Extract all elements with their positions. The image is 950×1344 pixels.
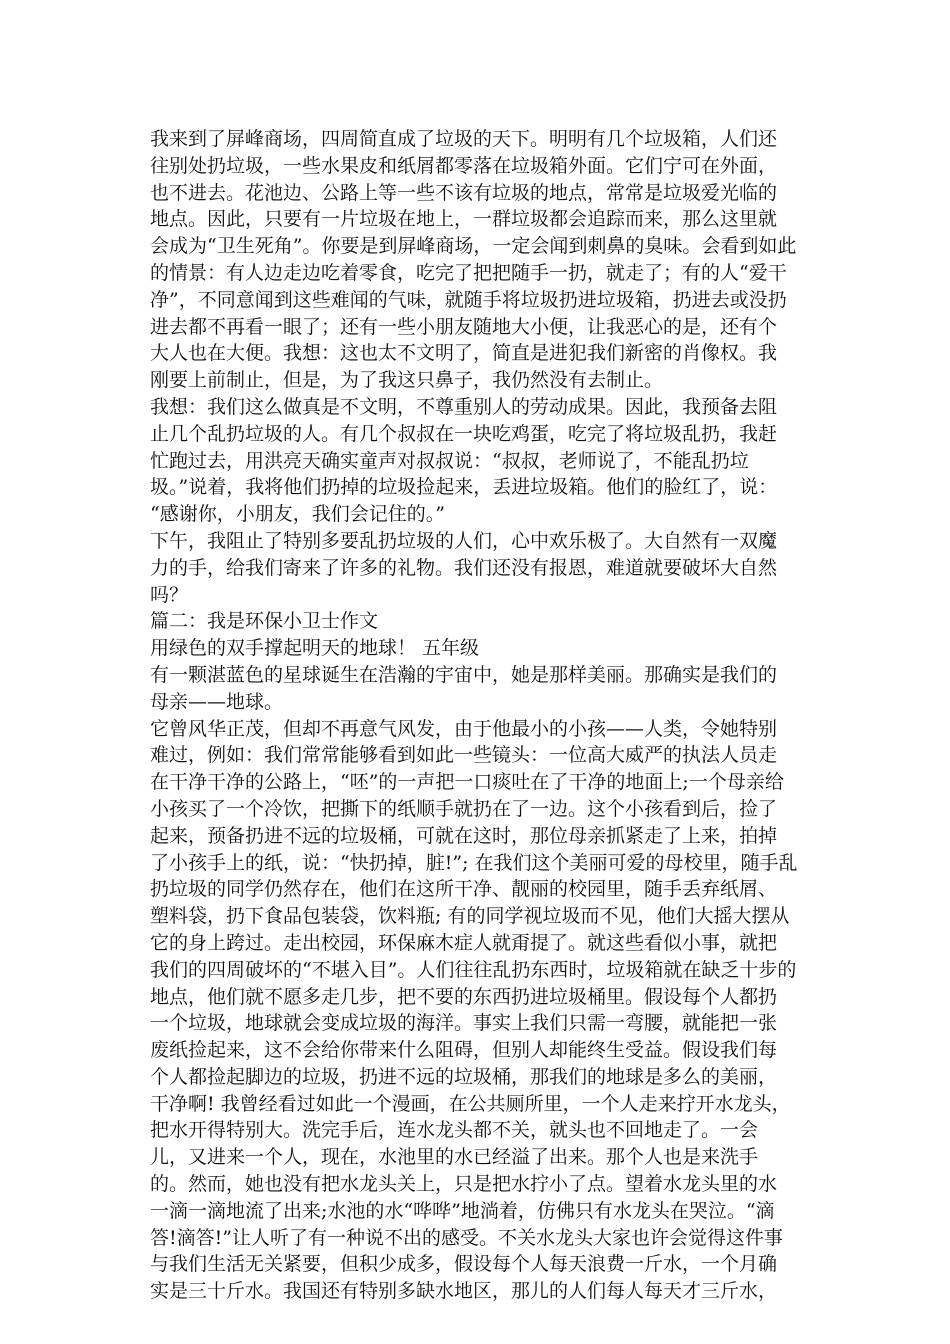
text-line: 干净啊! 我曾经看过如此一个漫画，在公共厕所里，一个人走来拧开水龙头， xyxy=(150,1092,791,1115)
text-line: “感谢你，小朋友，我们会记住的。” xyxy=(150,503,445,526)
essay-title: 用绿色的双手撑起明天的地球！ 五年级 xyxy=(150,637,480,660)
essay-text-block xyxy=(150,126,810,1305)
text-line: 止几个乱扔垃圾的人。有几个叔叔在一块吃鸡蛋，吃完了将垃圾乱扔，我赶 xyxy=(150,422,778,445)
text-line: 我们的四周破坏的“不堪入目”。人们往往乱扔东西时，垃圾箱就在缺乏十步的 xyxy=(150,958,797,981)
text-line: 与我们生活无关紧要，但积少成多，假设每个人每天浪费一斤水，一个月确 xyxy=(150,1253,778,1276)
text-line: 它曾风华正茂，但却不再意气风发，由于他最小的小孩——人类，令她特别 xyxy=(150,717,778,740)
text-line: 的。然而，她也没有把水龙头关上，只是把水拧小了点。望着水龙头里的水 xyxy=(150,1173,778,1196)
text-line: 大人也在大便。我想：这也太不文明了，简直是进犯我们新密的肖像权。我 xyxy=(150,342,778,365)
text-line: 往别处扔垃圾，一些水果皮和纸屑都零落在垃圾箱外面。它们宁可在外面， xyxy=(150,154,778,177)
section-heading: 篇二：我是环保小卫士作文 xyxy=(150,610,379,633)
text-line: 儿，又进来一个人，现在，水池里的水已经溢了出来。那个人也是来洗手 xyxy=(150,1146,759,1169)
text-line: 个人都捡起脚边的垃圾，扔进不远的垃圾桶，那我们的地球是多么的美丽， xyxy=(150,1065,778,1088)
text-line: 地点。因此，只要有一片垃圾在地上，一群垃圾都会追踪而来，那么这里就 xyxy=(150,208,778,231)
text-line: 我来到了屏峰商场，四周简直成了垃圾的天下。明明有几个垃圾箱，人们还 xyxy=(150,128,778,150)
text-line: 一个垃圾，地球就会变成垃圾的海洋。事实上我们只需一弯腰，就能把一张 xyxy=(150,1012,778,1035)
text-line: 的情景：有人边走边吃着零食，吃完了把把随手一扔，就走了；有的人“爱干 xyxy=(150,261,787,284)
text-line: 一滴一滴地流了出来;水池的水“哗哗”地淌着，仿佛只有水龙头在哭泣。“滴 xyxy=(150,1199,775,1222)
text-line: 净”，不同意闻到这些难闻的气味，就随手将垃圾扔进垃圾箱，扔进去或没扔 xyxy=(150,288,787,311)
text-line: 起来，预备扔进不远的垃圾桶，可就在这时，那位母亲抓紧走了上来，拍掉 xyxy=(150,824,778,847)
text-line: 答!滴答!”让人听了有一种说不出的感受。不关水龙头大家也许会觉得这件事 xyxy=(150,1226,783,1249)
text-line: 把水开得特别大。洗完手后，连水龙头都不关，就头也不回地走了。一会 xyxy=(150,1119,759,1142)
text-line: 它的身上跨过。走出校园，环保麻木症人就甭提了。就这些看似小事，就把 xyxy=(150,931,778,954)
text-line: 地点，他们就不愿多走几步，把不要的东西扔进垃圾桶里。假设每个人都扔 xyxy=(150,985,778,1008)
text-line: 废纸捡起来，这不会给你带来什么阻碍，但别人却能终生受益。假设我们每 xyxy=(150,1039,778,1062)
text-line: 忙跑过去，用洪亮天确实童声对叔叔说：“叔叔，老师说了，不能乱扔垃 xyxy=(150,449,749,472)
text-line: 也不进去。花池边、公路上等一些不该有垃圾的地点，常常是垃圾爱光临的 xyxy=(150,181,778,204)
text-line: 刚要上前制止，但是，为了我这只鼻子，我仍然没有去制止。 xyxy=(150,369,664,392)
text-line: 母亲——地球。 xyxy=(150,690,284,713)
text-line: 塑料袋，扔下食品包装袋，饮料瓶; 有的同学视垃圾而不见，他们大摇大摆从 xyxy=(150,905,790,928)
text-line: 在干净干净的公路上，“呸”的一声把一口痰吐在了干净的地面上;一个母亲给 xyxy=(150,771,784,794)
text-line: 我想：我们这么做真是不文明，不尊重别人的劳动成果。因此，我预备去阻 xyxy=(150,395,778,418)
text-line: 有一颗湛蓝色的星球诞生在浩瀚的宇宙中，她是那样美丽。那确实是我们的 xyxy=(150,663,778,686)
text-line: 圾。”说着，我将他们扔掉的垃圾捡起来，丢进垃圾箱。他们的脸红了，说： xyxy=(150,476,778,499)
text-line: 难过，例如：我们常常能够看到如此一些镜头：一位高大威严的执法人员走 xyxy=(150,744,778,767)
text-line: 力的手，给我们寄来了许多的礼物。我们还没有报恩，难道就要破坏大自然 xyxy=(150,556,778,579)
text-line: 下午，我阻止了特别多要乱扔垃圾的人们，心中欢乐极了。大自然有一双魔 xyxy=(150,529,778,552)
text-line: 吗？ xyxy=(150,583,189,606)
text-line: 进去都不再看一眼了；还有一些小朋友随地大小便，让我恶心的是，还有个 xyxy=(150,315,778,338)
text-line: 扔垃圾的同学仍然存在，他们在这所干净、靓丽的校园里，随手丢弃纸屑、 xyxy=(150,878,778,901)
text-line: 小孩买了一个冷饮，把撕下的纸顺手就扔在了一边。这个小孩看到后，捡了 xyxy=(150,797,778,820)
text-line: 会成为“卫生死角”。你要是到屏峰商场，一定会闻到刺鼻的臭味。会看到如此 xyxy=(150,235,797,258)
text-line: 了小孩手上的纸，说：“快扔掉，脏!”; 在我们这个美丽可爱的母校里，随手乱 xyxy=(150,851,798,874)
text-line: 实是三十斤水。我国还有特别多缺水地区，那儿的人们每人每天才三斤水， xyxy=(150,1280,778,1303)
